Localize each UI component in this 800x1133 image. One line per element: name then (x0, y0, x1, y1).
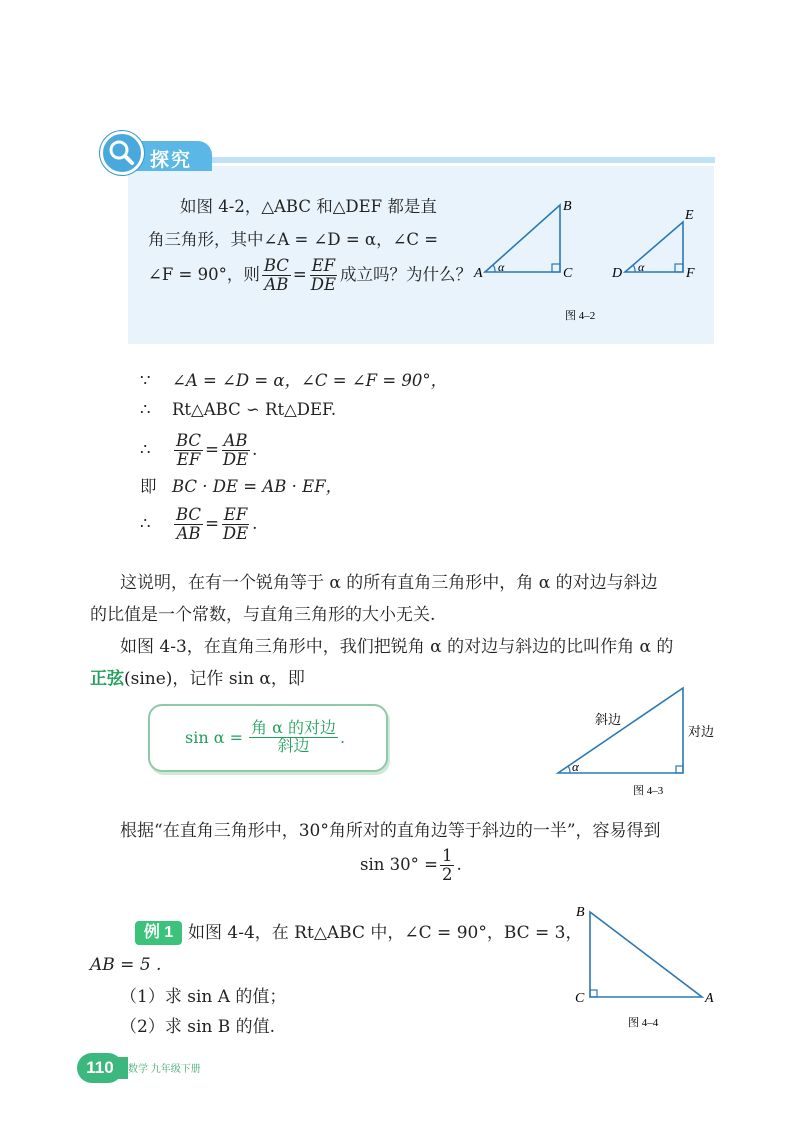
explore-line-3 (148, 252, 472, 298)
equals-sign: = (292, 265, 307, 284)
frac-den: EF (176, 449, 201, 469)
label-b: B (563, 199, 572, 214)
explore-title: 探究 (150, 149, 193, 171)
example-question-1: （1）求 sin A 的值； (120, 987, 287, 1007)
paragraph-2-line-1: 如图 4-3，在直角三角形中，我们把锐角 α 的对边与斜边的比叫作角 α 的 (120, 637, 674, 657)
label-alpha: α (572, 759, 579, 774)
frac-den: 斜边 (277, 735, 310, 755)
figure-4-2-caption: 图 4–2 (565, 310, 596, 322)
label-alpha-2: α (638, 260, 645, 274)
magnifier-icon (100, 131, 144, 175)
fraction-one-half (440, 847, 455, 883)
explore-fraction-bc-ab (262, 257, 291, 293)
fraction-bc-ef (174, 432, 203, 468)
period: . (252, 514, 258, 533)
explore-line-1: 如图 4-2，△ABC 和△DEF 都是直 (180, 197, 437, 216)
paragraph-1-line-1: 这说明，在有一个锐角等于 α 的所有直角三角形中，角 α 的对边与斜边 (120, 573, 658, 593)
label-e: E (685, 208, 694, 223)
figure-4-3 (550, 680, 730, 800)
explore-line-2: 角三角形，其中∠A = ∠D = α，∠C = (148, 230, 439, 249)
frac-den: AB (264, 274, 289, 294)
because-symbol: ∵ (140, 371, 151, 390)
paragraph-1-line-2: 的比值是一个常数，与直角三角形的大小无关. (90, 605, 436, 625)
formula-sin-30 (360, 842, 462, 888)
angle-arc-d (633, 265, 635, 272)
right-angle-mark (590, 990, 597, 997)
frac-num: BC (263, 256, 289, 276)
label-a: A (474, 266, 483, 281)
namely-symbol: 即 (140, 477, 157, 496)
label-opposite: 对边 (688, 724, 715, 739)
label-alpha-1: α (498, 260, 505, 274)
proof-line-2-text: Rt△ABC ∽ Rt△DEF. (172, 400, 337, 419)
figure-4-2 (470, 195, 710, 325)
paragraph-3: 根据“在直角三角形中，30°角所对的直角边等于斜边的一半”，容易得到 (120, 821, 661, 841)
label-f: F (686, 266, 695, 281)
definition-lhs: sin α = (185, 727, 244, 747)
figure-4-4-caption: 图 4–4 (628, 1017, 659, 1029)
proof-line-3 (140, 428, 257, 472)
frac-den: 2 (441, 864, 453, 884)
proof-line-1 (140, 370, 447, 392)
example-question-2: （2）求 sin B 的值. (120, 1017, 276, 1037)
example-line-2: AB = 5 . (90, 955, 162, 975)
label-c: C (575, 991, 585, 1006)
label-a: A (705, 991, 714, 1006)
triangle-abc (485, 205, 560, 272)
therefore-symbol: ∴ (140, 514, 151, 533)
label-d: D (612, 266, 623, 281)
frac-den: DE (310, 274, 337, 294)
figure-4-4 (570, 900, 730, 1035)
angle-arc-a (493, 265, 495, 272)
triangle-4-4 (590, 912, 702, 997)
right-angle-mark-f (675, 264, 683, 272)
period: . (252, 440, 258, 459)
frac-num: EF (223, 505, 248, 525)
proof-line-2 (140, 399, 336, 421)
frac-den: DE (222, 449, 249, 469)
right-angle-mark-c (552, 264, 560, 272)
frac-num: BC (176, 505, 202, 525)
frac-num: 角 α 的对边 (251, 717, 336, 737)
term-sine: 正弦 (90, 669, 124, 689)
frac-den: AB (176, 523, 201, 543)
proof-line-1-text: ∠A = ∠D = α，∠C = ∠F = 90°， (172, 371, 448, 390)
frac-den: DE (222, 523, 249, 543)
proof-line-4-text: BC · DE = AB · EF， (172, 477, 343, 496)
fraction-ab-de (221, 432, 250, 468)
paragraph-2-rest: (sine)，记作 sin α，即 (124, 669, 305, 689)
right-angle-mark (676, 766, 683, 773)
equals-sign: = (205, 514, 219, 533)
definition-fraction (249, 717, 338, 755)
label-hypotenuse: 斜边 (595, 712, 622, 727)
label-b: B (576, 905, 585, 920)
explore-header-rule (210, 157, 715, 163)
frac-num: EF (311, 256, 336, 276)
frac-num: BC (176, 431, 202, 451)
equals-sign: = (205, 440, 219, 459)
therefore-symbol: ∴ (140, 400, 151, 419)
footer-book-title: 数学 九年级下册 (128, 1064, 201, 1075)
period: . (340, 727, 346, 747)
period: . (456, 855, 462, 874)
angle-arc (568, 766, 570, 773)
explore-fraction-ef-de (309, 257, 338, 293)
formula-lhs: sin 30° = (360, 855, 438, 874)
frac-num: 1 (441, 846, 453, 866)
explore-line-3-pre: ∠F = 90°，则 (148, 265, 260, 284)
label-c: C (563, 266, 573, 281)
triangle-def (625, 222, 683, 272)
explore-line-3-post: 成立吗？为什么？ (340, 265, 473, 284)
frac-num: AB (223, 431, 248, 451)
therefore-symbol: ∴ (140, 440, 151, 459)
example-line-1: 如图 4-4，在 Rt△ABC 中，∠C = 90°，BC = 3， (188, 923, 583, 943)
page-number: 110 (77, 1053, 123, 1083)
proof-line-5 (140, 502, 257, 546)
figure-4-3-caption: 图 4–3 (633, 785, 664, 797)
fraction-bc-ab (174, 506, 203, 542)
fraction-ef-de (221, 506, 250, 542)
proof-line-4 (140, 476, 342, 498)
definition-formula (185, 712, 345, 762)
paragraph-2-line-2 (90, 662, 305, 696)
example-badge: 例 1 (135, 921, 182, 945)
